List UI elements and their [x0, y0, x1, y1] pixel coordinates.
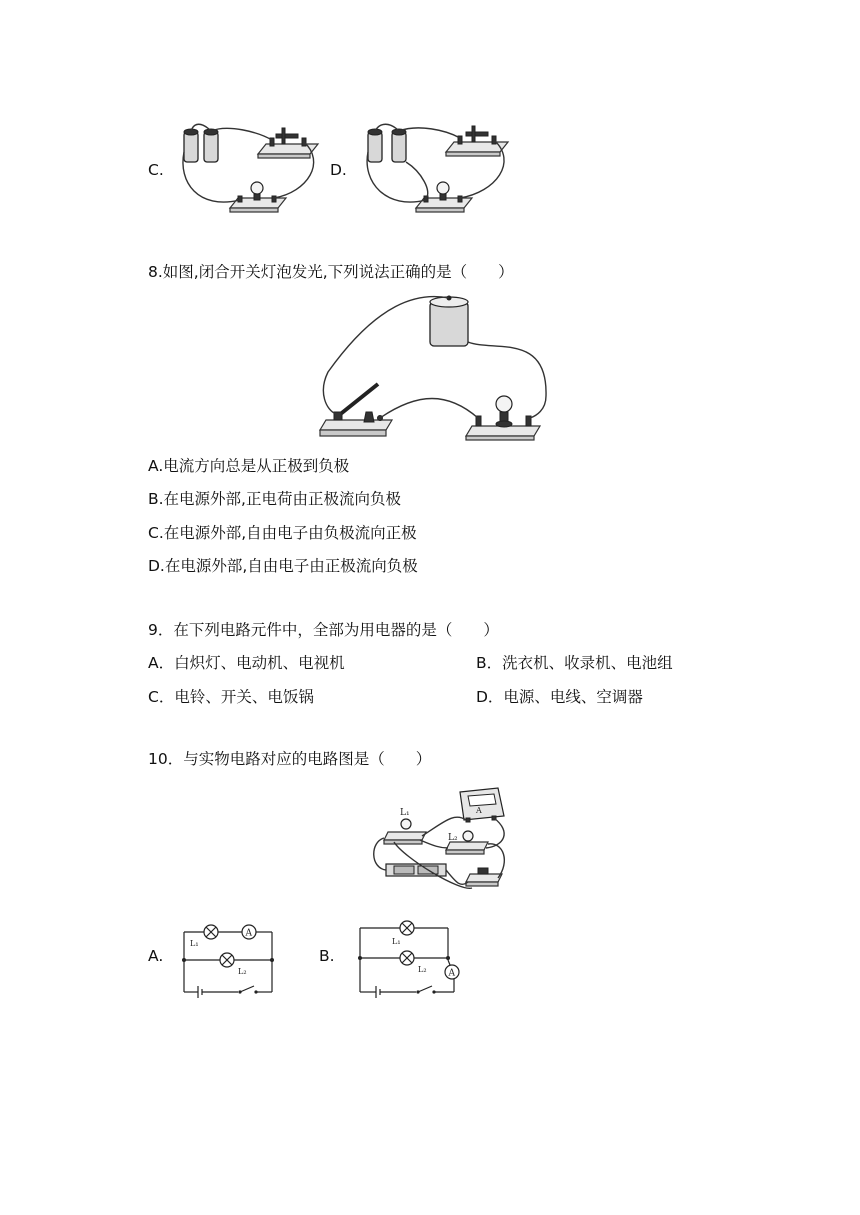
q9-stem: 9．在下列电路元件中，全部为用电器的是（ ） — [148, 621, 499, 639]
q10-a-l1-label: L₁ — [190, 939, 199, 948]
q10-option-b-label: B. — [319, 947, 335, 965]
q8-option-c: C.在电源外部,自由电子由负极流向正极 — [148, 524, 417, 542]
q8-option-b: B.在电源外部,正电荷由正极流向负极 — [148, 490, 401, 508]
q10-b-meter-label: A — [448, 968, 455, 979]
q8-stem: 8.如图,闭合开关灯泡发光,下列说法正确的是（ ） — [148, 263, 514, 281]
q9-option-a: A．白炽灯、电动机、电视机 — [148, 654, 345, 672]
q9-option-b: B．洗衣机、收录机、电池组 — [476, 654, 673, 672]
q10-figure-l1-label: L₁ — [400, 808, 410, 818]
q10-option-a-label: A. — [148, 947, 164, 965]
q10-figure-l2-label: L₂ — [448, 833, 458, 843]
q10-a-meter-label: A — [245, 928, 252, 939]
q7-option-c-label: C. — [148, 161, 164, 179]
q7-option-d-figure — [362, 122, 522, 220]
q10-figure — [364, 782, 514, 900]
q7-option-c-figure — [178, 122, 328, 220]
q10-b-l1-label: L₁ — [392, 937, 401, 946]
q10-option-a-schematic — [180, 918, 276, 996]
q8-option-a: A.电流方向总是从正极到负极 — [148, 457, 350, 475]
q7-option-d-label: D. — [330, 161, 347, 179]
q9-option-c: C．电铃、开关、电饭锅 — [148, 688, 314, 706]
q8-option-d: D.在电源外部,自由电子由正极流向负极 — [148, 557, 418, 575]
q10-stem: 10．与实物电路对应的电路图是（ ） — [148, 750, 432, 768]
q10-b-l2-label: L₂ — [418, 965, 427, 974]
q10-figure-meter-label: A — [476, 806, 482, 815]
q10-a-l2-label: L₂ — [238, 967, 247, 976]
q10-option-b-schematic — [356, 916, 462, 996]
q8-figure — [318, 292, 554, 442]
q9-option-d: D．电源、电线、空调器 — [476, 688, 643, 706]
